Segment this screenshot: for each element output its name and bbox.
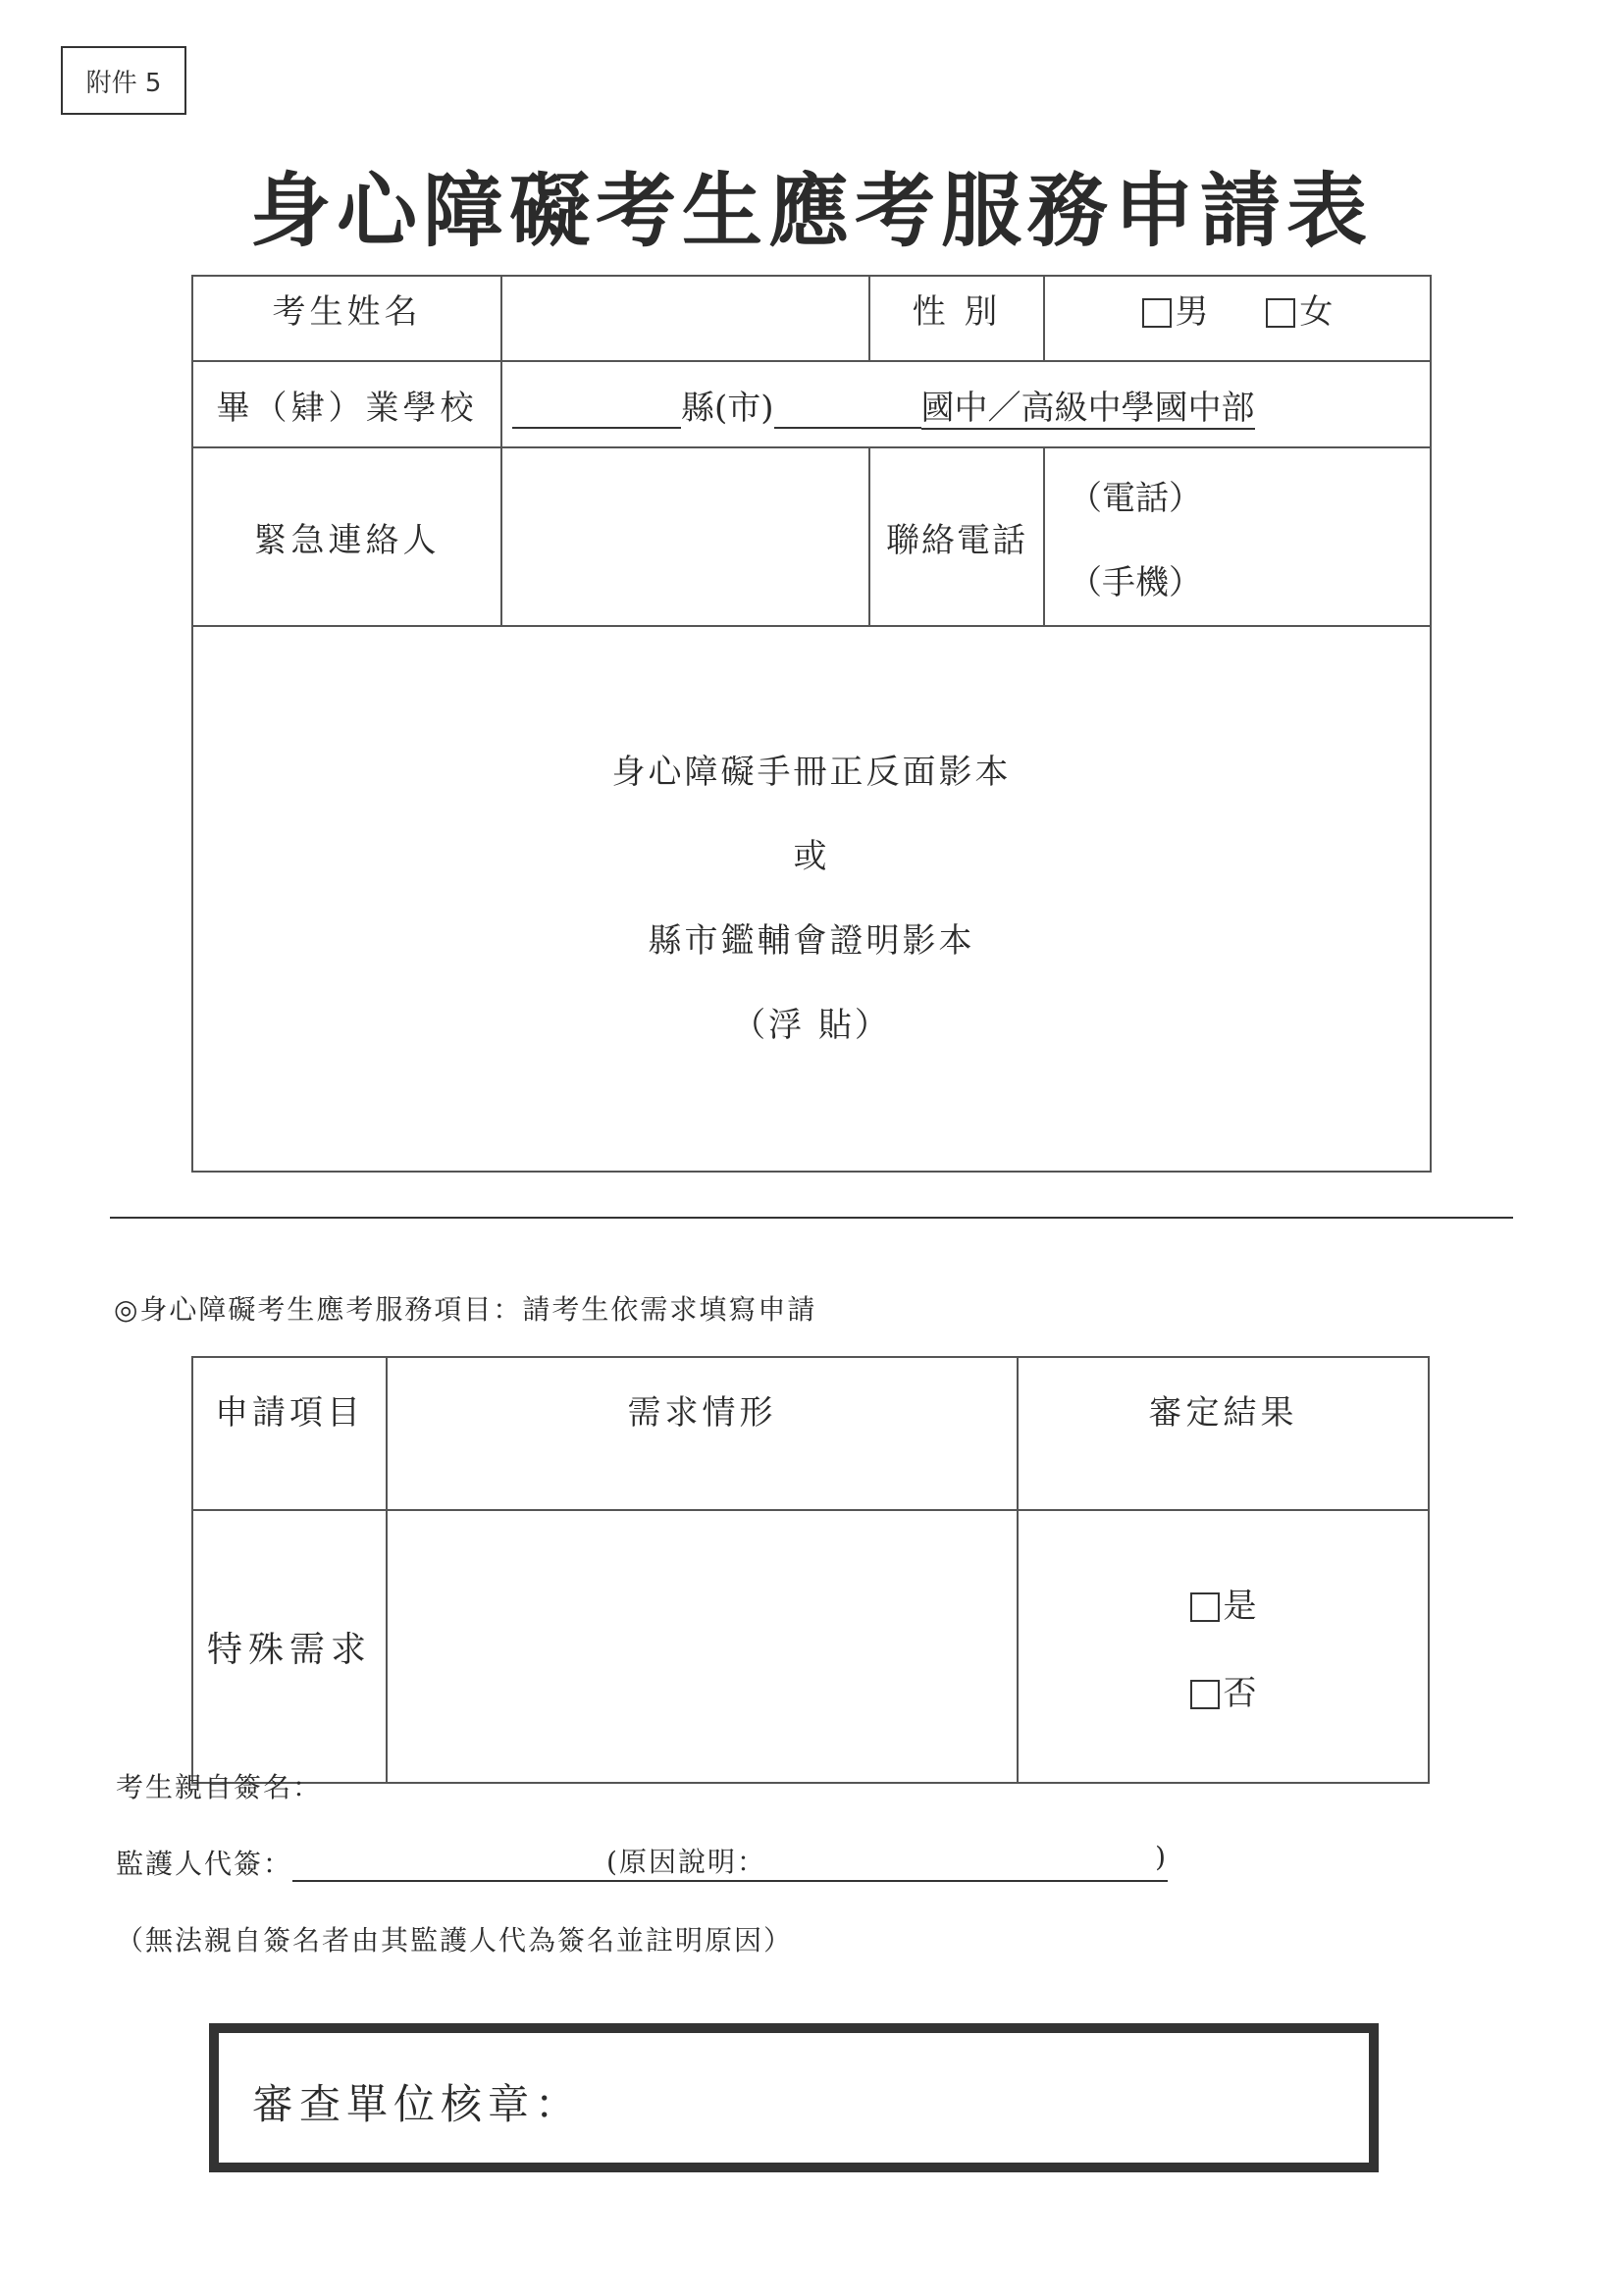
reason-field[interactable]	[597, 1841, 1168, 1882]
result-yes-option[interactable]	[1019, 1579, 1428, 1627]
gender-male-option[interactable]	[1142, 292, 1209, 332]
service-notice: ◎身心障礙考生應考服務項目：請考生依需求填寫申請	[114, 1293, 817, 1326]
col-need-header: 需求情形	[387, 1357, 1018, 1510]
name-field[interactable]	[501, 276, 869, 361]
county-blank[interactable]	[512, 393, 681, 429]
need-description-field[interactable]	[387, 1510, 1018, 1783]
school-name-blank[interactable]	[774, 393, 921, 429]
phone-label: 聯絡電話	[869, 447, 1044, 626]
service-items-table	[191, 1356, 1430, 1784]
phone-home: （電話）	[1069, 479, 1202, 518]
attachment-tag: 附件 5	[61, 46, 186, 115]
county-text: 縣(市)	[681, 388, 774, 428]
reason-open: (原因說明：	[606, 1846, 766, 1878]
yes-label: 是	[1223, 1587, 1257, 1626]
male-label: 男	[1175, 292, 1209, 332]
guardian-signature-blank[interactable]	[292, 1851, 597, 1882]
col-item-header: 申請項目	[192, 1357, 387, 1510]
paste-line-2: 或	[793, 837, 830, 876]
form-title: 身心障礙考生應考服務申請表	[249, 165, 1373, 258]
emergency-contact-field[interactable]	[501, 447, 869, 626]
female-checkbox[interactable]	[1266, 298, 1295, 328]
gender-female-option[interactable]	[1266, 292, 1333, 332]
self-signature-line	[116, 1766, 322, 1805]
school-field	[501, 361, 1431, 447]
review-stamp-label: 審查單位核章：	[252, 2080, 583, 2128]
applicant-info-table	[191, 275, 1432, 1173]
school-label: 畢（肄）業學校	[192, 361, 501, 447]
yes-checkbox[interactable]	[1190, 1592, 1220, 1622]
no-label: 否	[1223, 1674, 1257, 1713]
phone-mobile: （手機）	[1069, 563, 1202, 602]
col-result-header: 審定結果	[1018, 1357, 1429, 1510]
guardian-signature-label: 監護人代簽：	[116, 1848, 293, 1880]
signature-note: （無法親自簽名者由其監護人代為簽名並註明原因）	[116, 1924, 794, 1957]
special-need-label: 特殊需求	[192, 1510, 387, 1783]
section-divider	[110, 1217, 1513, 1219]
result-no-option[interactable]	[1019, 1666, 1428, 1714]
no-checkbox[interactable]	[1190, 1680, 1220, 1709]
name-label: 考生姓名	[192, 276, 501, 361]
school-suffix: 國中／高級中學國中部	[920, 388, 1255, 428]
paste-line-4: （浮 貼）	[732, 1006, 891, 1045]
gender-label: 性 別	[869, 276, 1044, 361]
review-result	[1018, 1510, 1429, 1783]
emergency-contact-label: 緊急連絡人	[192, 447, 501, 626]
review-stamp-box	[209, 2023, 1379, 2172]
document-paste-area	[192, 626, 1431, 1172]
phone-field[interactable]	[1044, 447, 1431, 626]
gender-options	[1044, 276, 1431, 361]
paste-line-1: 身心障礙手冊正反面影本	[611, 753, 1012, 792]
male-checkbox[interactable]	[1142, 298, 1172, 328]
self-signature-label: 考生親自簽名：	[116, 1771, 323, 1803]
paste-line-3: 縣市鑑輔會證明影本	[648, 921, 975, 961]
reason-close: )	[1155, 1841, 1169, 1873]
female-label: 女	[1299, 292, 1334, 332]
guardian-signature-line	[116, 1841, 1168, 1882]
